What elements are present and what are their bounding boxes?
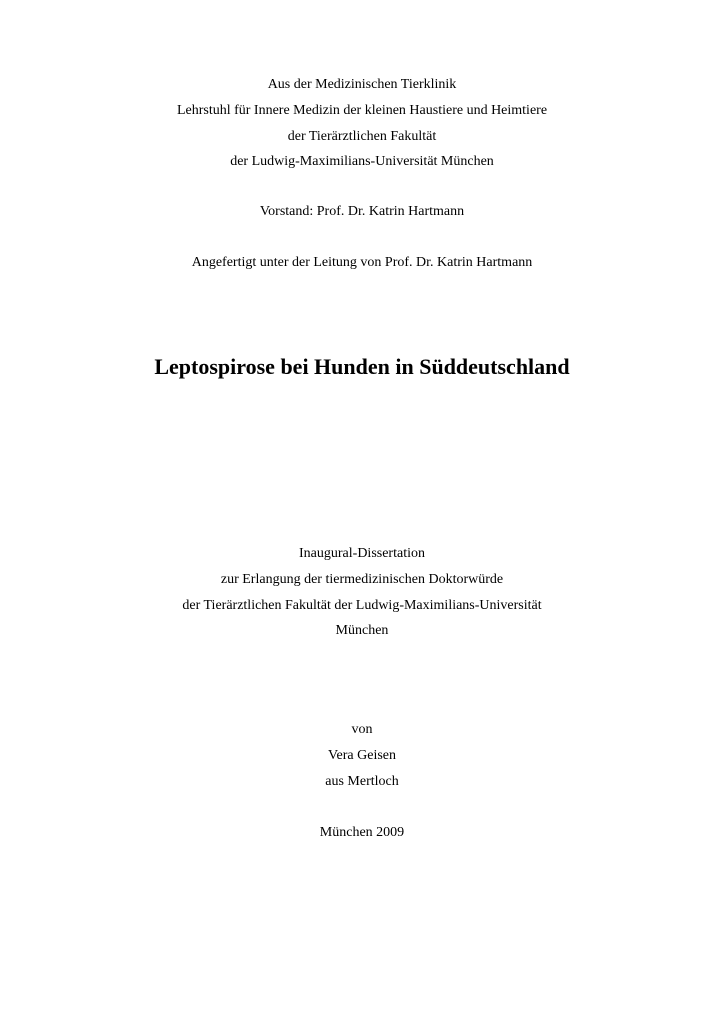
author-name: Vera Geisen [327,748,397,763]
dissertation-title: Leptospirose bei Hunden in Süddeutschland [154,354,570,379]
institution-line-4: der Ludwig-Maximilians-Universität München [230,154,494,169]
author-prefix: von [351,722,373,737]
supervision-line: Angefertigt unter der Leitung von Prof. Dr. Katrin Hartmann [191,255,533,270]
institution-line-1: Aus der Medizinischen Tierklinik [267,77,457,92]
dissertation-line-2: zur Erlangung der tiermedizinischen Doktorwürde [220,572,504,587]
dissertation-line-4: München [335,623,389,638]
dissertation-line-1: Inaugural-Dissertation [299,546,425,561]
place-date: München 2009 [319,825,405,840]
institution-line-2: Lehrstuhl für Innere Medizin der kleinen Haustiere und Heimtiere [176,103,548,118]
author-origin: aus Mertloch [325,774,399,789]
dissertation-line-3: der Tierärztlichen Fakultät der Ludwig-Maximilians-Universität [182,598,542,613]
board-line: Vorstand: Prof. Dr. Katrin Hartmann [259,204,465,219]
institution-line-3: der Tierärztlichen Fakultät [287,129,437,144]
